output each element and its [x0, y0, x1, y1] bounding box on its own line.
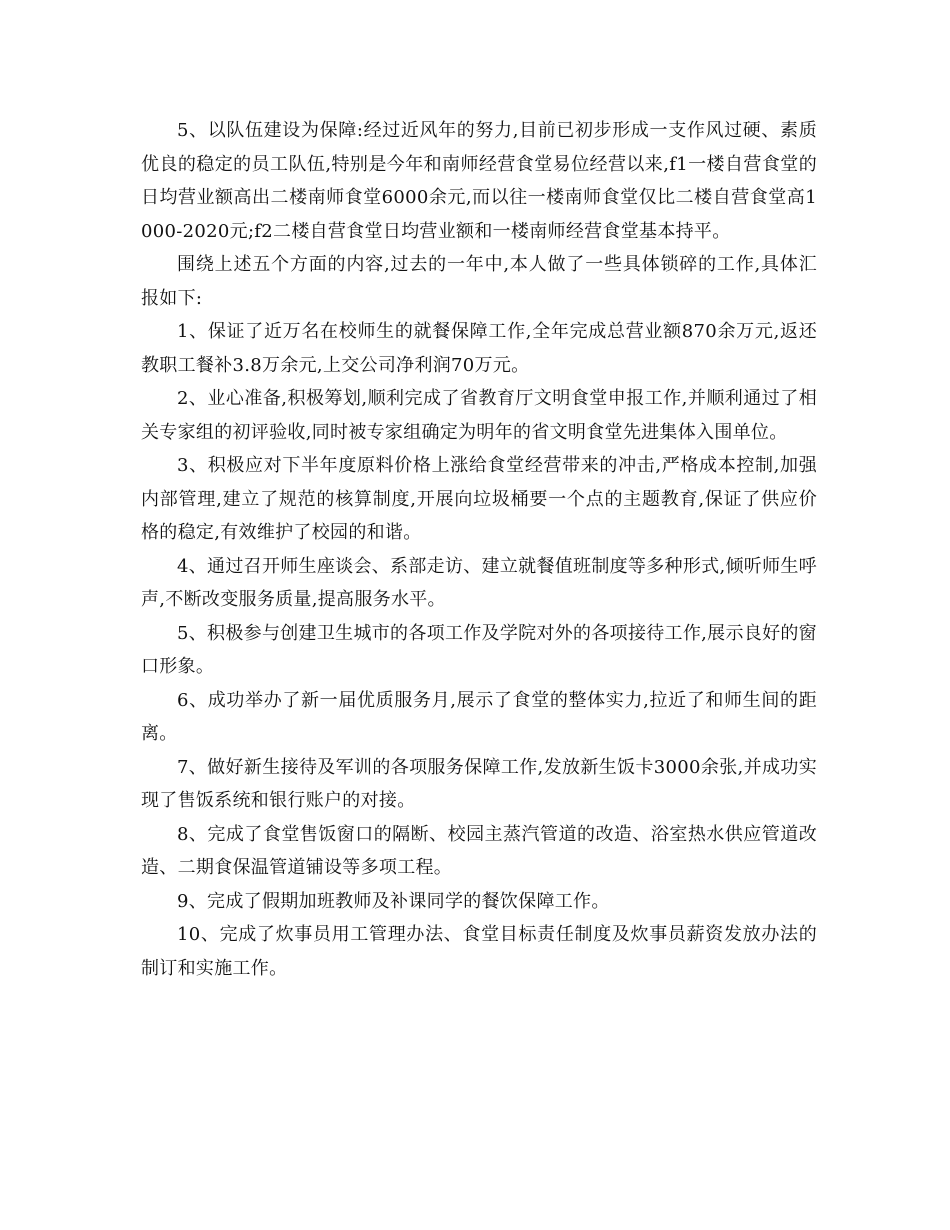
paragraph-item-7: 7、做好新生接待及军训的各项服务保障工作,发放新生饭卡3000余张,并成功实现了售饭系统和银行账户的对接。 [141, 756, 817, 811]
document-body [141, 114, 817, 985]
paragraph-item-9: 9、完成了假期加班教师及补课同学的餐饮保障工作。 [177, 890, 610, 912]
paragraph-item-1: 1、保证了近万名在校师生的就餐保障工作,全年完成总营业额870余万元,返还教职工餐补3.8万余元,上交公司净利润70万元。 [141, 321, 817, 376]
paragraph-summary-intro: 围绕上述五个方面的内容,过去的一年中,本人做了一些具体锁碎的工作,具体汇报如下: [141, 254, 817, 309]
paragraph-item-6: 6、成功举办了新一届优质服务月,展示了食堂的整体实力,拉近了和师生间的距离。 [141, 689, 817, 744]
paragraph-item-5: 5、积极参与创建卫生城市的各项工作及学院对外的各项接待工作,展示良好的窗口形象。 [141, 622, 817, 677]
paragraph-item-4: 4、通过召开师生座谈会、系部走访、建立就餐值班制度等多种形式,倾听师生呼声,不断改变服务质量,提高服务水平。 [141, 555, 817, 610]
paragraph-item-8: 8、完成了食堂售饭窗口的隔断、校园主蒸汽管道的改造、浴室热水供应管道改造、二期食保温管道铺设等多项工程。 [141, 823, 817, 878]
paragraph-item-10: 10、完成了炊事员用工管理办法、食堂目标责任制度及炊事员薪资发放办法的制订和实施工作。 [141, 924, 817, 979]
paragraph-team-building: 5、以队伍建设为保障:经过近风年的努力,目前已初步形成一支作风过硬、素质优良的稳定的员工队伍,特别是今年和南师经营食堂易位经营以来,f1一楼自营食堂的日均营业额高出二楼南师食堂6000余元,而以往一楼南师食堂仅比二楼自营食堂高1000-2020元;f2二楼自营食堂日均营业额和一楼南师经营食堂基本持平。 [141, 120, 817, 242]
paragraph-item-3: 3、积极应对下半年度原料价格上涨给食堂经营带来的冲击,严格成本控制,加强内部管理,建立了规范的核算制度,开展向垃圾桶要一个点的主题教育,保证了供应价格的稳定,有效维护了校园的和谐。 [141, 455, 817, 543]
paragraph-item-2: 2、业心准备,积极筹划,顺利完成了省教育厅文明食堂申报工作,并顺利通过了相关专家组的初评验收,同时被专家组确定为明年的省文明食堂先进集体入围单位。 [141, 388, 817, 443]
